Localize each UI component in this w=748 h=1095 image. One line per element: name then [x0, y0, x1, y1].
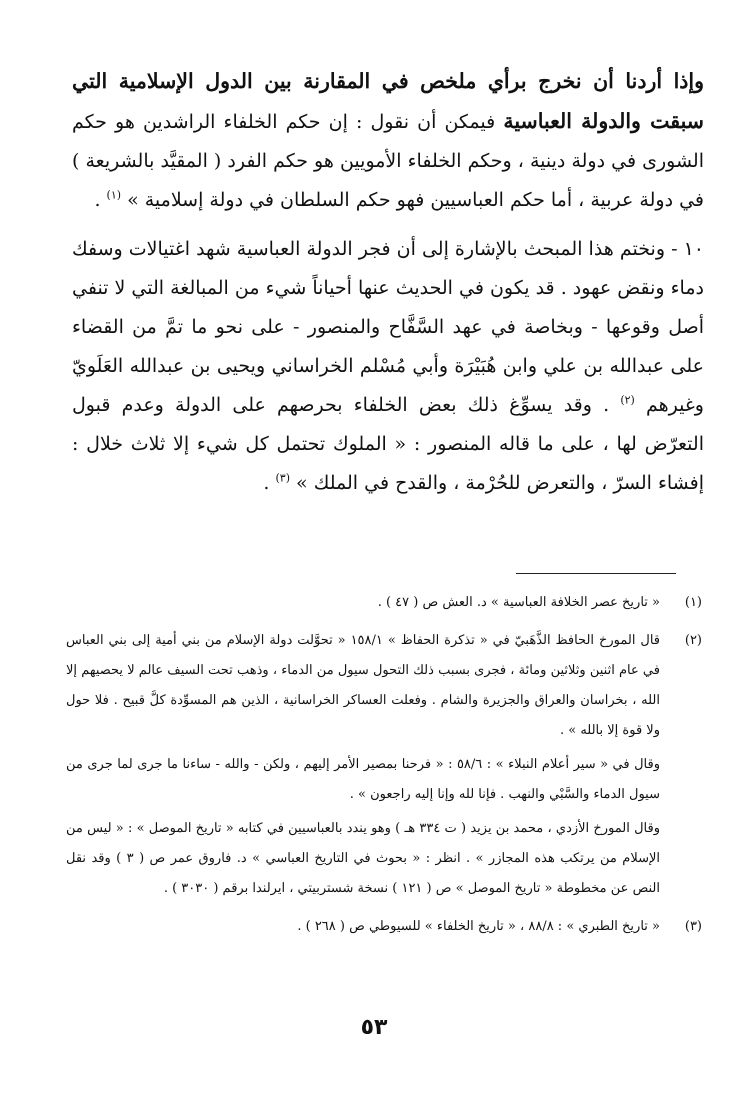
footnote-text: « تاريخ الطبري » : ٨٨/٨ ، « تاريخ الخلفاء » للسيوطي ص ( ٢٦٨ ) .	[297, 919, 660, 934]
paragraph-end: .	[263, 472, 276, 494]
footnote-number: (٣)	[684, 919, 702, 934]
footnote-text: وقال المورخ الأزدي ، محمد بن يزيد ( ت ٣٣٤ هـ ) وهو يندد بالعباسيين في كتابه « تاريخ الموصل » : « ليس من الإسلام من يرتكب هذه المجازر » . انظر : « بحوث في التاريخ العباسي » د. فاروق عمر ص ( ٣ ) وقد نقل النص عن مخطوطة « تاريخ الموصل » ص ( ١٢١ ) نسخة شستربيتي ، ايرلندا برقم ( ٣٠٣٠ ) .	[66, 821, 660, 896]
footnote-text: قال المورخ الحافظ الذَّهَبيّ في « تذكرة الحفاظ » ١٥٨/١ « تحوَّلت دولة الإسلام من بني أمية إلى بني العباس في عام اثنين وثلاثين ومائة ، فجرى بسبب ذلك التحول سيول من الدماء ، وذهب تحت السيف عالم لا يحصيهم إلا الله ، بخراسان والعراق والجزيرة والشام . وفعلت العساكر الخراسانية ، الذين هم المسوِّدة كلَّ قبيح . فلا حول ولا قوة إلا بالله » .	[66, 633, 660, 738]
footnote-body	[66, 912, 660, 946]
paragraph-comparison	[72, 62, 704, 220]
paragraph-conclusion	[72, 230, 704, 503]
paragraph-end: .	[94, 189, 107, 211]
footnote-number: (٢)	[684, 633, 702, 648]
paragraph-text: ١٠ - ونختم هذا المبحث بالإشارة إلى أن فجر الدولة العباسية شهد اغتيالات وسفك دماء ونقض عهود . قد يكون في الحديث عنها أحياناً شيء من المبالغة التي لا تنفي أصل وقوعها - وبخاصة في عهد السَّفَّاح والمنصور - على نحو ما تمَّ من القضاء على عبدالله بن علي وابن هُبَيْرَة وأبي مُسْلم الخراساني ويحيى بن عبدالله العَلَويّ وغيرهم	[72, 238, 704, 416]
footnote-text: وقال في « سير أعلام النبلاء » : ٥٨/٦ : « فرحنا بمصير الأمر إليهم ، ولكن - والله - ساءنا ما جرى لما جرى من سيول الدماء والسَّبْي والنهب . فإنا لله وإنا إليه راجعون » .	[66, 757, 660, 802]
footnote	[66, 588, 702, 622]
footnote-body	[66, 588, 660, 622]
main-text	[72, 62, 704, 503]
paragraph-text: فيمكن أن نقول : إن حكم الخلفاء الراشدين هو حكم الشورى في دولة دينية ، وحكم الخلفاء الأمويين هو حكم الفرد ( المقيَّد بالشريعة ) في دولة عربية ، أما حكم العباسيين فهو حكم السلطان في دولة إسلامية »	[72, 111, 704, 211]
paragraph-lead-bold: وإذا أردنا أن نخرج برأي ملخص في المقارنة بين الدول الإسلامية التي سبقت والدولة العباسية	[72, 69, 704, 133]
paragraph-text-continued: . وقد يسوِّغ ذلك بعض الخلفاء بحرصهم على الدولة وعدم قبول التعرّض لها ، على ما قاله المنصور : « الملوك تحتمل كل شيء إلا ثلاث خلال : إفشاء السرّ ، والتعرض للحُرْمة ، والقدح في الملك »	[72, 394, 704, 494]
page-number: ٥٣	[360, 1015, 388, 1040]
footnote	[66, 626, 702, 908]
footnote-ref-1: (١)	[106, 188, 122, 202]
footnote-text: « تاريخ عصر الخلافة العباسية » د. العش ص ( ٤٧ ) .	[377, 595, 660, 610]
footnote-ref-2: (٢)	[620, 393, 635, 407]
footnotes	[66, 588, 702, 950]
footnote-body	[66, 626, 660, 908]
footnote-number: (١)	[684, 595, 702, 610]
footnote-separator	[516, 573, 676, 574]
footnote-ref-3: (٣)	[275, 471, 291, 485]
footnote	[66, 912, 702, 946]
